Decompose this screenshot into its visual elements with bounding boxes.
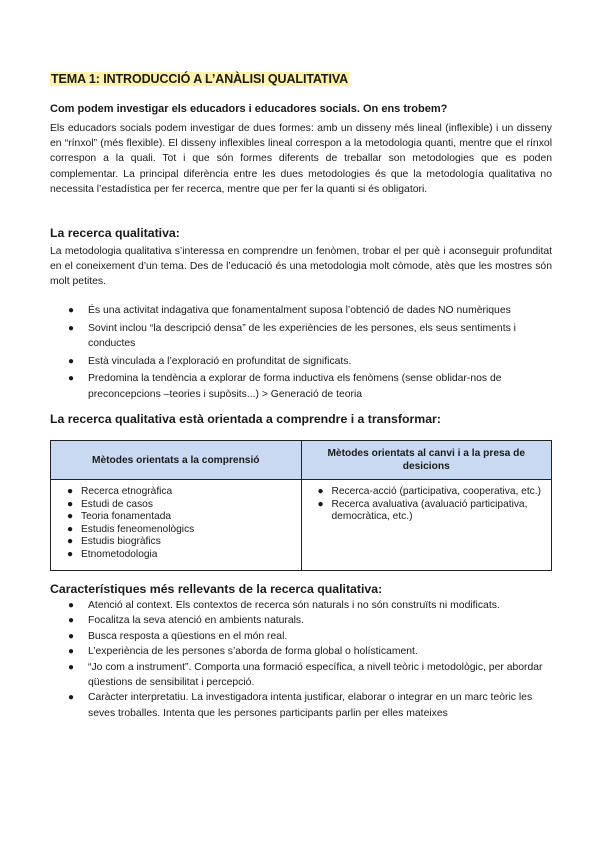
bullet-icon: ● xyxy=(67,511,74,523)
list-item xyxy=(50,629,552,644)
bullet-icon: ● xyxy=(68,692,75,704)
list-item-text: Predomina la tendència a explorar de forma inductiva els fenòmens (sense oblidar-nos de preconcepcions –teories i supòsits...) > Generació de teoria xyxy=(88,373,502,400)
comprensio-list xyxy=(59,486,293,562)
list-item-text: Etnometodologia xyxy=(81,548,158,560)
list-item-text: “Jo com a instrument”. Comporta una formació específica, a nivell teòric i metodològic, per abordar qüestions de sensibilitat i percepció. xyxy=(88,661,543,689)
bullet-icon: ● xyxy=(317,498,324,510)
list-item xyxy=(50,644,552,659)
table-header-row xyxy=(51,441,552,480)
list-item-text: L’experiència de les persones s’aborda de forma global o holísticament. xyxy=(88,646,418,658)
bullet-icon: ● xyxy=(68,373,75,385)
recerca-paragraph: La metodologia qualitativa s’interessa en comprendre un fenòmen, trobar el per què i aconseguir profunditat en el coneixement d’un tema. Des de l’educació és una metodologia molt còmode, atès que les mostres són molt petites. xyxy=(50,246,552,288)
bullet-icon: ● xyxy=(68,355,75,367)
list-item-text: Recerca-acció (participativa, cooperativa, etc.) xyxy=(331,486,541,497)
list-item xyxy=(50,598,552,613)
list-item-text: Estudis biogràfics xyxy=(81,536,161,548)
bullet-icon: ● xyxy=(68,322,75,334)
list-item-text: Atenció al context. Els contextos de recerca són naturals i no són construïts ni modificats. xyxy=(88,600,500,611)
list-item xyxy=(59,549,293,562)
list-item xyxy=(50,303,552,319)
canvi-list xyxy=(310,486,544,524)
bullet-icon: ● xyxy=(68,305,75,316)
list-item-text: Teoria fonamentada xyxy=(81,511,172,523)
list-item xyxy=(59,499,293,512)
list-item-text: Estudis feneomenològics xyxy=(81,523,195,535)
recerca-bullet-list xyxy=(50,303,552,405)
intro-paragraph: Els educadors socials podem investigar de dues formes: amb un disseny més lineal (inflexible) i un disseny en “rínxol” (més flexible). El disseny inflexibles lineal correspon a la metodologia quanti, mentre que el rínxol correspon a la quali. Tot i que són formes diferents de treballar son metodologies que es poden complementar. La principal diferència entre les dues metodologies és que la metodología qualitativa no necessita l’estadística per fer recerca, mentre que per fer la quanti si és obligatori. xyxy=(50,123,552,195)
list-item-text: Està vinculada a l’exploració en profunditat de significats. xyxy=(88,355,352,367)
list-item xyxy=(50,690,552,721)
table-row xyxy=(51,480,552,571)
list-item-text: Recerca avaluativa (avaluació participativa, democràtica, etc.) xyxy=(331,498,528,523)
list-item xyxy=(59,524,293,537)
list-item-text: Recerca etnogràfica xyxy=(81,486,173,497)
list-item-text: Sovint inclou “la descripció densa” de les experiències de les persones, els seus sentiments i conductes xyxy=(88,322,516,350)
table-cell-canvi xyxy=(301,480,552,571)
bullet-icon: ● xyxy=(67,548,74,560)
bullet-icon: ● xyxy=(68,646,75,658)
methods-table xyxy=(50,440,552,571)
list-item xyxy=(50,354,552,370)
table-cell-comprensio xyxy=(51,480,302,571)
caracteristiques-bullet-list xyxy=(50,598,552,721)
orientada-heading: La recerca qualitativa està orientada a comprendre i a transformar: xyxy=(50,412,441,426)
bullet-icon: ● xyxy=(68,630,75,642)
list-item xyxy=(50,660,552,691)
intro-question: Com podem investigar els educadors i educadores socials. On ens trobem? xyxy=(50,103,448,115)
list-item-text: Busca resposta a qüestions en el món real. xyxy=(88,630,288,642)
bullet-icon: ● xyxy=(67,536,74,548)
list-item xyxy=(50,371,552,402)
list-item-text: Estudi de casos xyxy=(81,498,153,510)
recerca-heading: La recerca qualitativa: xyxy=(50,226,180,240)
bullet-icon: ● xyxy=(67,498,74,510)
bullet-icon: ● xyxy=(68,600,75,611)
caracteristiques-heading: Característiques més rellevants de la recerca qualitativa: xyxy=(50,582,383,596)
bullet-icon: ● xyxy=(67,523,74,535)
list-item-text: És una activitat indagativa que fonamentalment suposa l’obtenció de dades NO numèriques xyxy=(88,305,511,316)
list-item xyxy=(59,486,293,499)
bullet-icon: ● xyxy=(67,486,74,497)
list-item xyxy=(59,511,293,524)
list-item xyxy=(59,536,293,549)
bullet-icon: ● xyxy=(68,615,75,627)
list-item xyxy=(50,321,552,352)
table-header-canvi: Mètodes orientats al canvi i a la presa de desicions xyxy=(301,441,552,480)
table-header-comprensio: Mètodes orientats a la comprensió xyxy=(51,441,302,480)
list-item-text: Focalitza la seva atenció en ambients naturals. xyxy=(88,615,305,627)
list-item-text: Caràcter interpretatiu. La investigadora intenta justificar, elaborar o integrar en un marc teòric les seves troballes. Intenta que les persones participants parlin per elles mateixes xyxy=(88,692,533,719)
bullet-icon: ● xyxy=(317,486,324,497)
list-item xyxy=(50,613,552,628)
list-item xyxy=(310,499,544,524)
page-title: TEMA 1: INTRODUCCIÓ A L’ANÀLISI QUALITATIVA xyxy=(51,72,349,86)
bullet-icon: ● xyxy=(68,661,75,673)
list-item xyxy=(310,486,544,499)
